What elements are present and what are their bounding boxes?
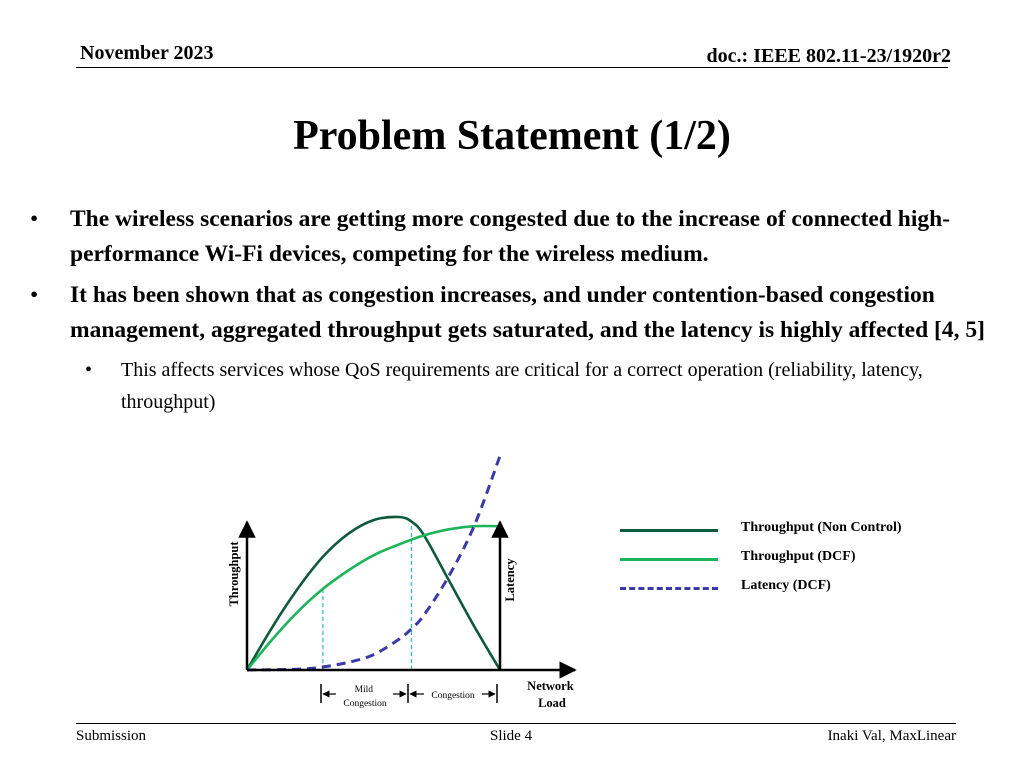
header-date: November 2023: [80, 42, 214, 64]
region-label-congestion: Congestion: [431, 691, 475, 701]
series-line-latency-dcf: [247, 456, 500, 670]
legend-label: Throughput (DCF): [741, 549, 856, 564]
bullet-glyph: •: [30, 282, 39, 308]
bullet-glyph: •: [30, 206, 39, 232]
sub-bullet-item: [30, 354, 1000, 418]
legend-swatch: [620, 529, 718, 532]
legend-swatch: [620, 558, 718, 561]
y-label-right: Latency: [503, 558, 517, 602]
footer-author: Inaki Val, MaxLinear: [827, 728, 956, 744]
slide-title: Problem Statement (1/2): [293, 113, 731, 159]
header-doc-id: doc.: IEEE 802.11-23/1920r2: [706, 45, 951, 67]
footer-rule: [76, 723, 956, 724]
bullet-text: It has been shown that as congestion increases, and under contention-based congestion management, aggregated throughput gets saturated, and the latency is highly affected [4, 5]: [70, 282, 985, 343]
bullet-list: [30, 202, 1000, 418]
sub-bullet-text: This affects services whose QoS requirements are critical for a correct operation (reliability, latency, throughput): [121, 359, 923, 413]
header-rule: [76, 67, 948, 68]
bullet-text: The wireless scenarios are getting more congested due to the increase of connected high-performance Wi-Fi devices, competing for the wireless medium.: [70, 206, 951, 267]
series-line-throughput-non-control: [247, 517, 500, 670]
legend-label: Latency (DCF): [741, 578, 831, 593]
y-label-left: Throughput: [227, 541, 241, 607]
legend-swatch: [620, 587, 718, 590]
region-label-mild: Mild Congestion: [343, 685, 387, 709]
sub-bullet-glyph: •: [85, 359, 93, 381]
legend-label: Throughput (Non Control): [741, 520, 902, 535]
footer-submission: Submission: [76, 728, 147, 744]
bullet-item: [30, 202, 1000, 272]
x-label-line-2: Load: [538, 696, 566, 710]
footer-slide-number: Slide 4: [490, 728, 533, 744]
bullet-item: [30, 278, 1000, 348]
x-label-line-1: Network: [527, 679, 574, 693]
series-line-throughput-dcf: [247, 526, 500, 670]
x-label: [527, 679, 577, 710]
